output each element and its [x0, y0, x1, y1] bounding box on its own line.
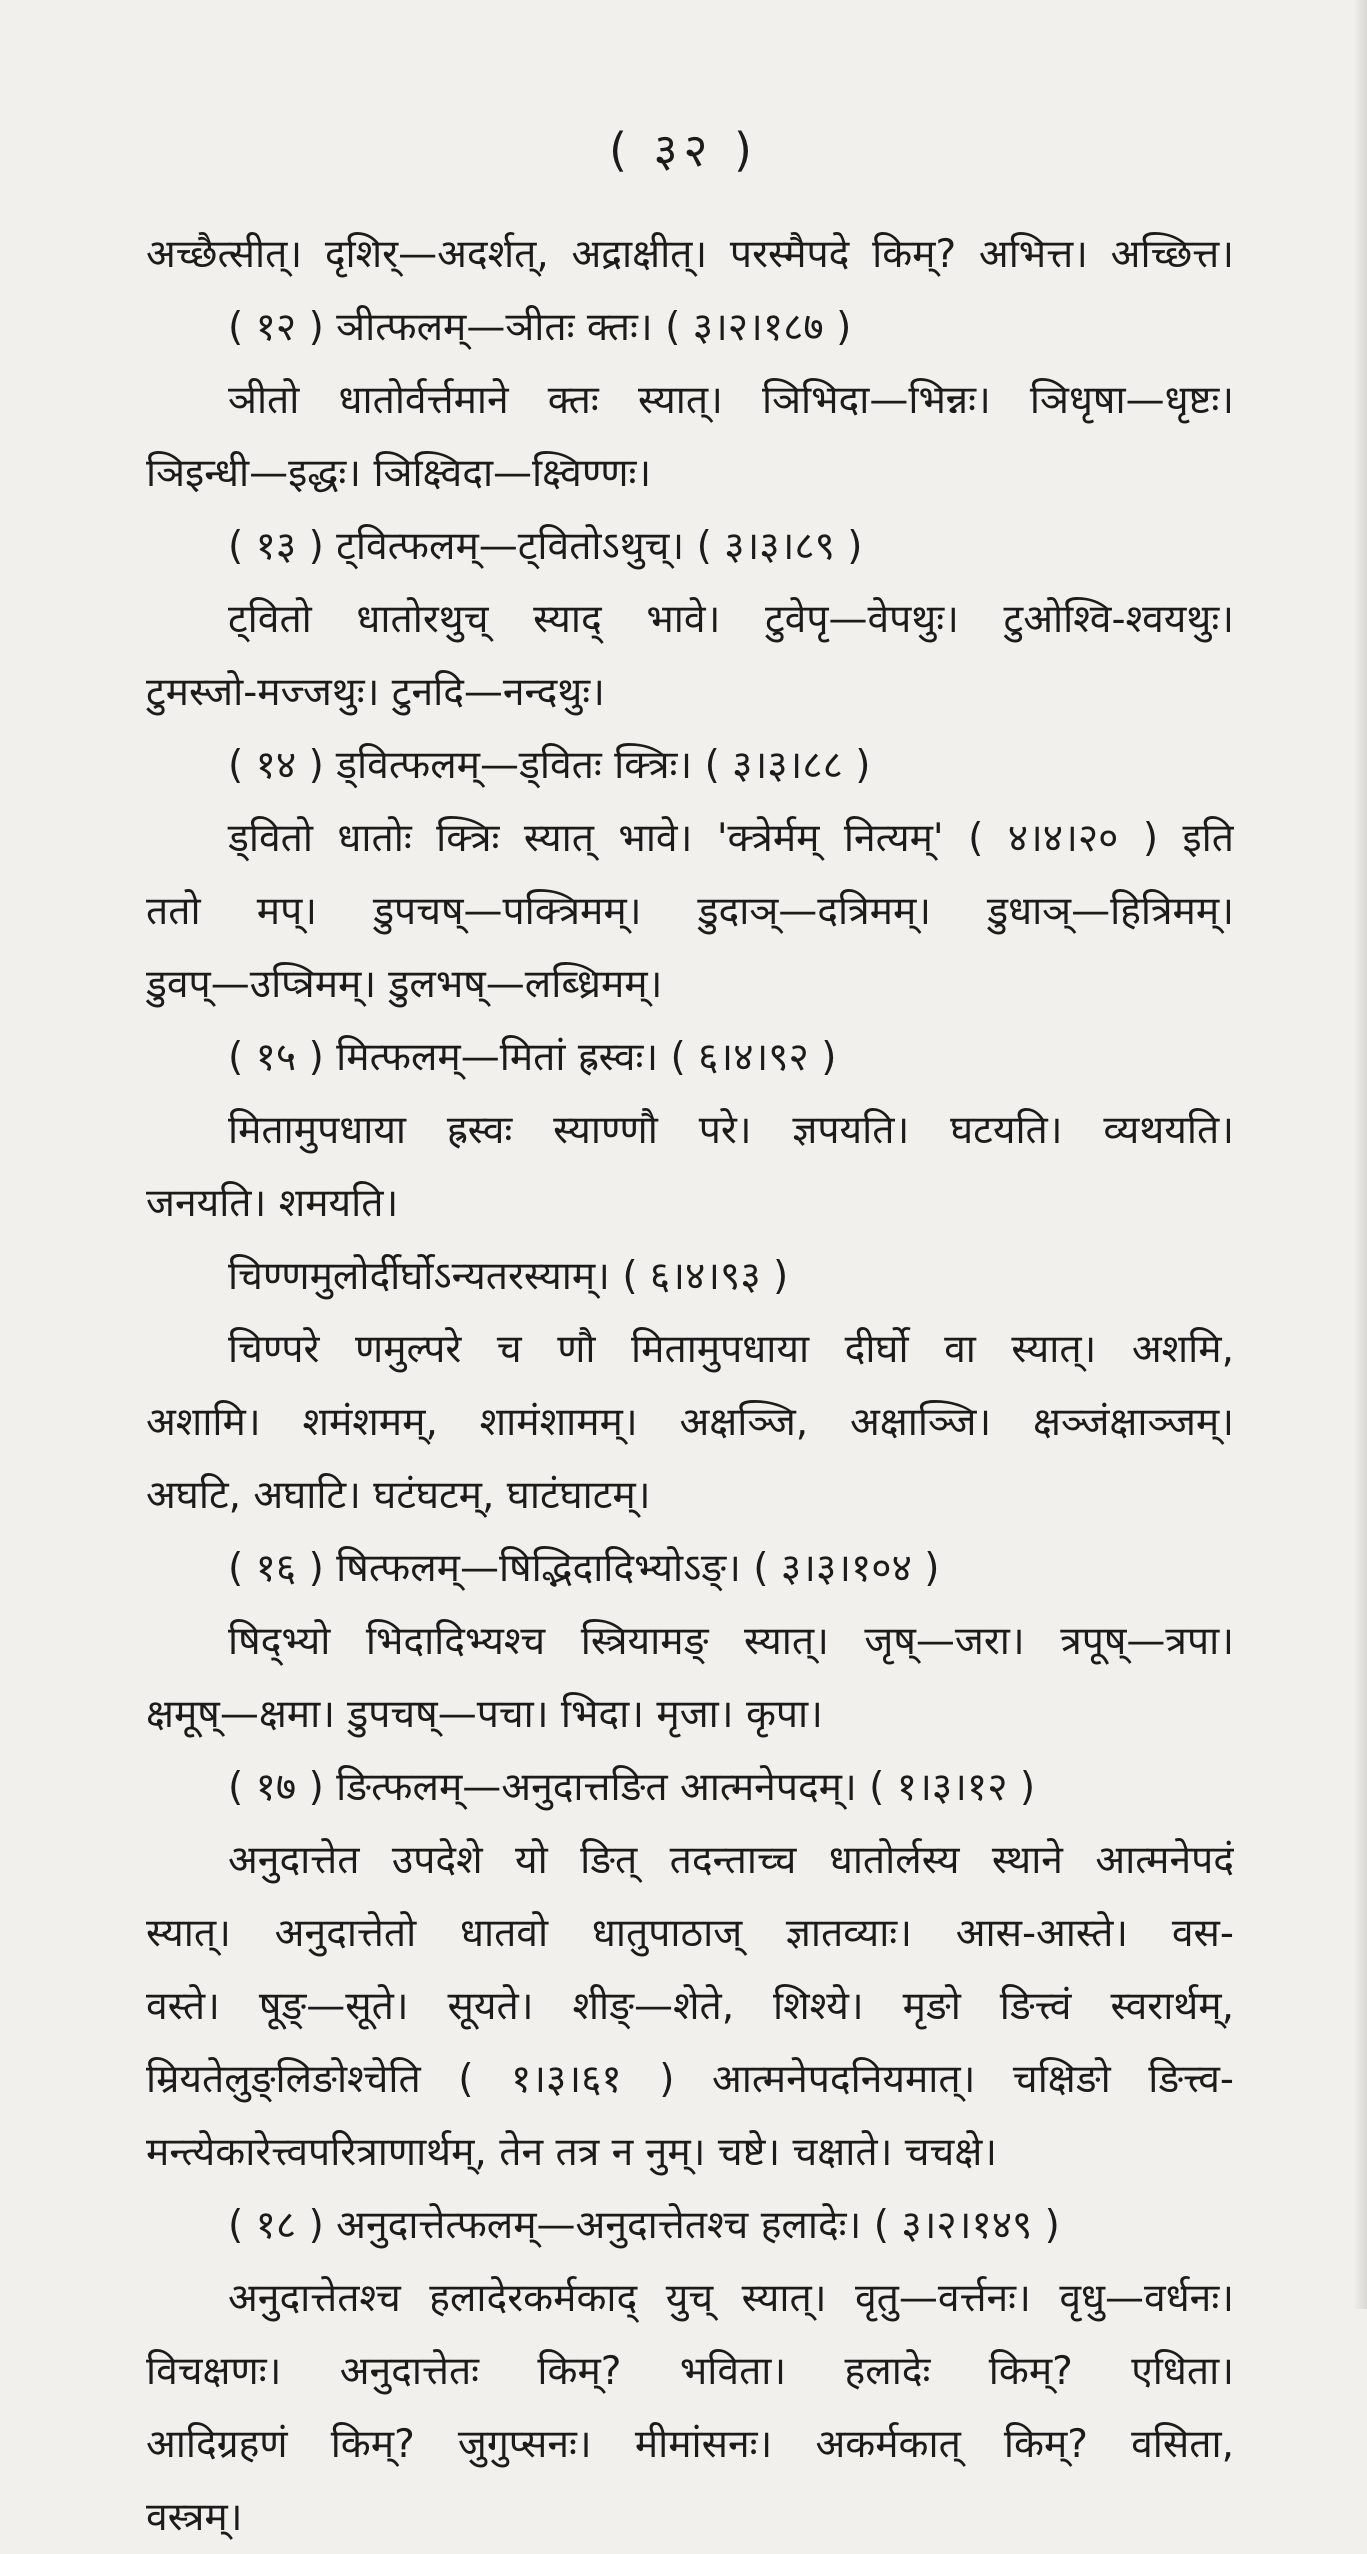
text-line: ततो मप्। डुपचष्—पक्त्रिमम्। डुदाञ्—दत्रिमम्। डुधाञ्—हित्रिमम्। [146, 889, 1234, 934]
sutra-heading: ( १२ ) ञीत्फलम्—ञीतः क्तः। ( ३।२।१८७ ) [228, 305, 852, 350]
text-line: ञीतो धातोर्वर्त्तमाने क्तः स्यात्। ञिभिदा—भिन्नः। ञिधृषा—धृष्टः। [228, 378, 1234, 423]
sutra-heading: ( १४ ) ड्वित्फलम्—ड्वितः क्त्रिः। ( ३।३।८८ ) [228, 743, 871, 788]
text-line: आदिग्रहणं किम्? जुगुप्सनः। मीमांसनः। अकर्मकात् किम्? वसिता, [146, 2422, 1234, 2467]
text-line: चिण्परे णमुल्परे च णौ मितामुपधाया दीर्घो वा स्यात्। अशमि, [228, 1327, 1234, 1372]
sutra-heading: चिण्णमुलोर्दीर्घोऽन्यतरस्याम्। ( ६।४।९३ ) [228, 1254, 789, 1299]
sutra-heading: ( १७ ) ङित्फलम्—अनुदात्तङित आत्मनेपदम्। ( १।३।१२ ) [228, 1765, 1036, 1810]
sutra-heading: ( १६ ) षित्फलम्—षिद्भिदादिभ्योऽङ्। ( ३।३।१०४ ) [228, 1546, 940, 1591]
text-line: क्षमूष्—क्षमा। डुपचष्—पचा। भिदा। मृजा। कृपा। [146, 1692, 823, 1737]
text-line: अनुदात्तेत उपदेशे यो ङित् तदन्ताच्च धातोर्लस्य स्थाने आत्मनेपदं [228, 1838, 1234, 1883]
text-line: ड्वितो धातोः क्त्रिः स्यात् भावे। 'क्त्रेर्मम् नित्यम्' ( ४।४।२० ) इति [228, 816, 1234, 861]
page-edge-shadow [1353, 0, 1367, 2309]
text-line: अच्छैत्सीत्। दृशिर्—अदर्शत्, अद्राक्षीत्। परस्मैपदे किम्? अभित्त। अच्छित्त। [146, 232, 1234, 277]
sutra-heading: ( १८ ) अनुदात्तेत्फलम्—अनुदात्तेतश्च हलादेः। ( ३।२।१४९ ) [228, 2203, 1060, 2248]
text-line: षिद्भ्यो भिदादिभ्यश्च स्त्रियामङ् स्यात्। जृष्—जरा। त्रपूष्—त्रपा। [228, 1619, 1234, 1664]
text-line: अशामि। शमंशमम्, शामंशामम्। अक्षञ्जि, अक्षाञ्जि। क्षञ्जंक्षाञ्जम्। [146, 1400, 1234, 1445]
text-line: जनयति। शमयति। [146, 1181, 399, 1226]
text-line: म्रियतेलुङ्लिङोश्चेति ( १।३।६१ ) आत्मनेपदनियमात्। चक्षिङो ङित्त्व- [146, 2057, 1234, 2102]
text-line: विचक्षणः। अनुदात्तेतः किम्? भविता। हलादेः किम्? एधिता। [146, 2349, 1234, 2394]
text-line: मन्त्येकारेत्त्वपरित्राणार्थम्, तेन तत्र न नुम्। चष्टे। चक्षाते। चचक्षे। [146, 2130, 998, 2175]
page-text [146, 218, 1234, 2554]
text-line: वस्ते। षूङ्—सूते। सूयते। शीङ्—शेते, शिश्ये। मृङो ङित्त्वं स्वरार्थम्, [146, 1984, 1234, 2029]
sutra-heading: ( १५ ) मित्फलम्—मितां ह्रस्वः। ( ६।४।९२ ) [228, 1035, 837, 1080]
text-line: डुवप्—उप्त्रिमम्। डुलभष्—लब्ध्रिमम्। [146, 962, 663, 1007]
text-line: टुमस्जो-मज्जथुः। टुनदि—नन्दथुः। [146, 670, 605, 715]
sutra-heading: ( १३ ) ट्वित्फलम्—ट्वितोऽथुच्। ( ३।३।८९ ) [228, 524, 863, 569]
text-line: मितामुपधाया ह्रस्वः स्याण्णौ परे। ज्ञपयति। घटयति। व्यथयति। [228, 1108, 1234, 1153]
text-line: अनुदात्तेतश्च हलादेरकर्मकाद् युच् स्यात्। वृतु—वर्त्तनः। वृधु—वर्धनः। [228, 2276, 1234, 2321]
text-line: अघटि, अघाटि। घटंघटम्, घाटंघाटम्। [146, 1473, 651, 1518]
text-line: ट्वितो धातोरथुच् स्याद् भावे। टुवेपृ—वेपथुः। टुओश्वि-श्वयथुः। [228, 597, 1234, 642]
text-line: ञिइन्धी—इद्धः। ञिक्ष्विदा—क्ष्विण्णः। [146, 451, 652, 496]
text-line: स्यात्। अनुदात्तेतो धातवो धातुपाठाज् ज्ञातव्याः। आस-आस्ते। वस- [146, 1911, 1234, 1956]
page-number: ( ३२ ) [609, 123, 758, 177]
text-line: वस्त्रम्। [146, 2495, 243, 2540]
